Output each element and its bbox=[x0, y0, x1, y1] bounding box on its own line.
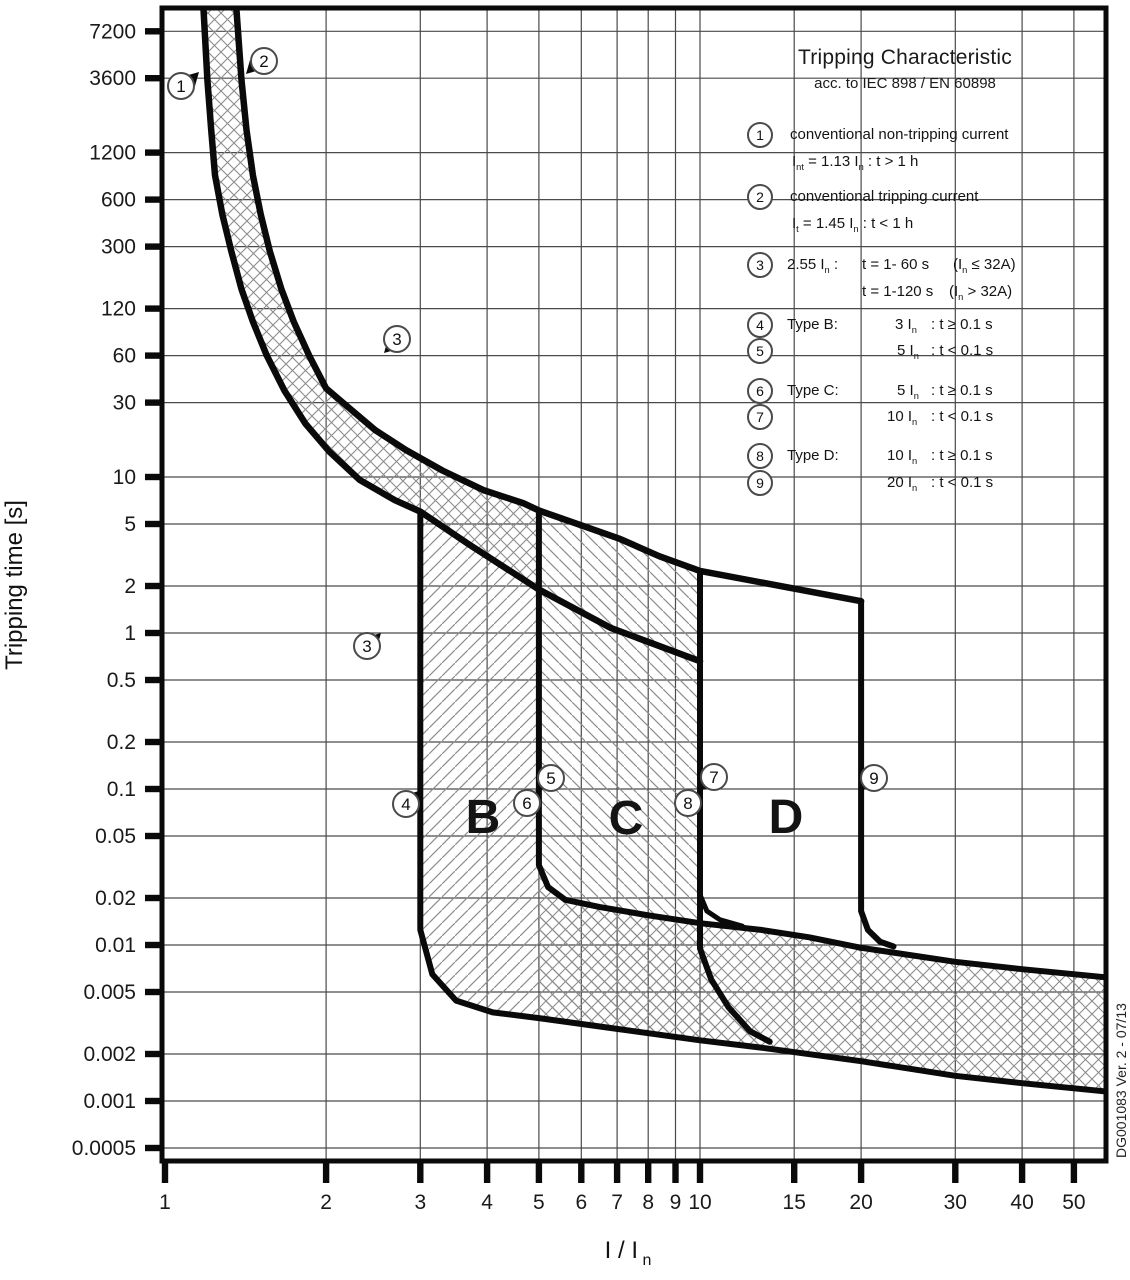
legend-text: 2.55 $I_n$ : bbox=[787, 256, 839, 275]
legend-item-number: 7 bbox=[747, 404, 773, 430]
svg-text:Tripping time [s]: Tripping time [s] bbox=[1, 500, 28, 670]
svg-text:0.01: 0.01 bbox=[95, 934, 136, 957]
svg-text:6: 6 bbox=[522, 794, 532, 813]
legend-text: : t < 0.1 s bbox=[931, 342, 994, 359]
legend-text: $(I_n \le 32A)$ bbox=[953, 256, 1016, 275]
svg-text:0.2: 0.2 bbox=[106, 731, 136, 754]
legend-text: 5 $I_n$ bbox=[897, 342, 919, 361]
svg-text:120: 120 bbox=[100, 297, 136, 321]
legend-text: conventional tripping current bbox=[790, 188, 979, 205]
svg-text:5: 5 bbox=[546, 769, 556, 788]
svg-text:1: 1 bbox=[159, 1191, 171, 1214]
svg-text:40: 40 bbox=[1010, 1191, 1034, 1214]
svg-text:9: 9 bbox=[869, 769, 879, 788]
legend-text: $(I_n > 32A)$ bbox=[949, 283, 1013, 302]
svg-text:8: 8 bbox=[683, 794, 693, 813]
svg-text:7: 7 bbox=[709, 768, 719, 787]
svg-text:0.001: 0.001 bbox=[83, 1090, 136, 1113]
legend-text: : t ≥ 0.1 s bbox=[931, 316, 993, 333]
legend-text: 20 $I_n$ bbox=[887, 474, 918, 493]
svg-text:3: 3 bbox=[362, 637, 372, 656]
svg-text:0.5: 0.5 bbox=[106, 669, 136, 692]
svg-text:600: 600 bbox=[100, 188, 136, 212]
legend-text: Type D: bbox=[787, 447, 839, 464]
legend-text: t = 1-120 s bbox=[862, 283, 934, 300]
legend-item-number: 8 bbox=[747, 443, 773, 469]
svg-text:3600: 3600 bbox=[89, 67, 136, 91]
svg-text:20: 20 bbox=[849, 1191, 873, 1214]
svg-text:0.1: 0.1 bbox=[106, 778, 136, 801]
legend-item-number: 5 bbox=[747, 338, 773, 364]
svg-text:C: C bbox=[608, 792, 644, 845]
svg-text:60: 60 bbox=[112, 344, 136, 368]
svg-text:1: 1 bbox=[124, 622, 136, 645]
svg-text:0.05: 0.05 bbox=[95, 825, 136, 848]
svg-text:0.002: 0.002 bbox=[83, 1043, 136, 1066]
svg-text:15: 15 bbox=[782, 1191, 806, 1214]
legend-text: Type C: bbox=[787, 382, 839, 399]
legend-title: Tripping Characteristic bbox=[798, 46, 1012, 69]
svg-text:3: 3 bbox=[414, 1191, 427, 1214]
legend-text: t = 1- 60 s bbox=[862, 256, 930, 273]
legend-text: 10 $I_n$ bbox=[887, 447, 918, 466]
legend-subtitle: acc. to IEC 898 / EN 60898 bbox=[814, 75, 996, 92]
legend-item-number: 9 bbox=[747, 470, 773, 496]
svg-text:2: 2 bbox=[259, 52, 269, 71]
legend-text: : t < 0.1 s bbox=[931, 474, 994, 491]
svg-text:0.02: 0.02 bbox=[95, 887, 136, 910]
svg-text:1200: 1200 bbox=[89, 141, 136, 165]
svg-text:1: 1 bbox=[176, 77, 186, 96]
legend-text: : t ≥ 0.1 s bbox=[931, 382, 993, 399]
svg-text:7200: 7200 bbox=[89, 20, 136, 44]
svg-text:D: D bbox=[768, 791, 804, 844]
legend-text: conventional non-tripping current bbox=[790, 126, 1009, 143]
svg-text:B: B bbox=[465, 791, 501, 844]
legend-text: 3 $I_n$ bbox=[895, 316, 917, 335]
svg-text:50: 50 bbox=[1062, 1191, 1086, 1214]
legend-item-number: 3 bbox=[747, 252, 773, 278]
svg-text:4: 4 bbox=[401, 795, 411, 814]
legend-text: $I_{nt} = 1.13$ $I_n$ : t > 1 h bbox=[792, 153, 919, 172]
legend-rows bbox=[735, 125, 1085, 525]
svg-text:30: 30 bbox=[112, 391, 136, 415]
svg-text:2: 2 bbox=[320, 1191, 332, 1214]
svg-text:7: 7 bbox=[611, 1191, 623, 1214]
svg-text:6: 6 bbox=[575, 1191, 588, 1214]
legend-text: $I_t = 1.45$ $I_n$ : t < 1 h bbox=[792, 215, 914, 234]
svg-text:5: 5 bbox=[533, 1191, 545, 1214]
legend-text: 5 $I_n$ bbox=[897, 382, 919, 401]
svg-text:0.005: 0.005 bbox=[83, 981, 136, 1004]
svg-text:30: 30 bbox=[943, 1191, 967, 1214]
svg-text:8: 8 bbox=[642, 1191, 655, 1214]
svg-text:10: 10 bbox=[112, 466, 136, 489]
legend-text: : t ≥ 0.1 s bbox=[931, 447, 993, 464]
svg-text:9: 9 bbox=[669, 1191, 682, 1214]
svg-text:5: 5 bbox=[124, 513, 136, 536]
legend-text: : t < 0.1 s bbox=[931, 408, 994, 425]
svg-text:I / I n: I / I $_n$ bbox=[604, 1237, 652, 1269]
svg-text:300: 300 bbox=[100, 235, 136, 259]
legend-item-number: 6 bbox=[747, 378, 773, 404]
svg-text:0.0005: 0.0005 bbox=[71, 1137, 136, 1160]
legend-text: 10 $I_n$ bbox=[887, 408, 918, 427]
legend-item-number: 1 bbox=[747, 122, 773, 148]
legend-text: Type B: bbox=[787, 316, 838, 333]
legend-item-number: 4 bbox=[747, 312, 773, 338]
svg-text:2: 2 bbox=[124, 575, 136, 598]
svg-text:DG001083 Ver. 2 - 07/13: DG001083 Ver. 2 - 07/13 bbox=[1113, 1003, 1129, 1158]
svg-text:10: 10 bbox=[688, 1191, 712, 1214]
svg-text:3: 3 bbox=[392, 330, 402, 349]
svg-text:4: 4 bbox=[481, 1191, 493, 1214]
legend-item-number: 2 bbox=[747, 184, 773, 210]
